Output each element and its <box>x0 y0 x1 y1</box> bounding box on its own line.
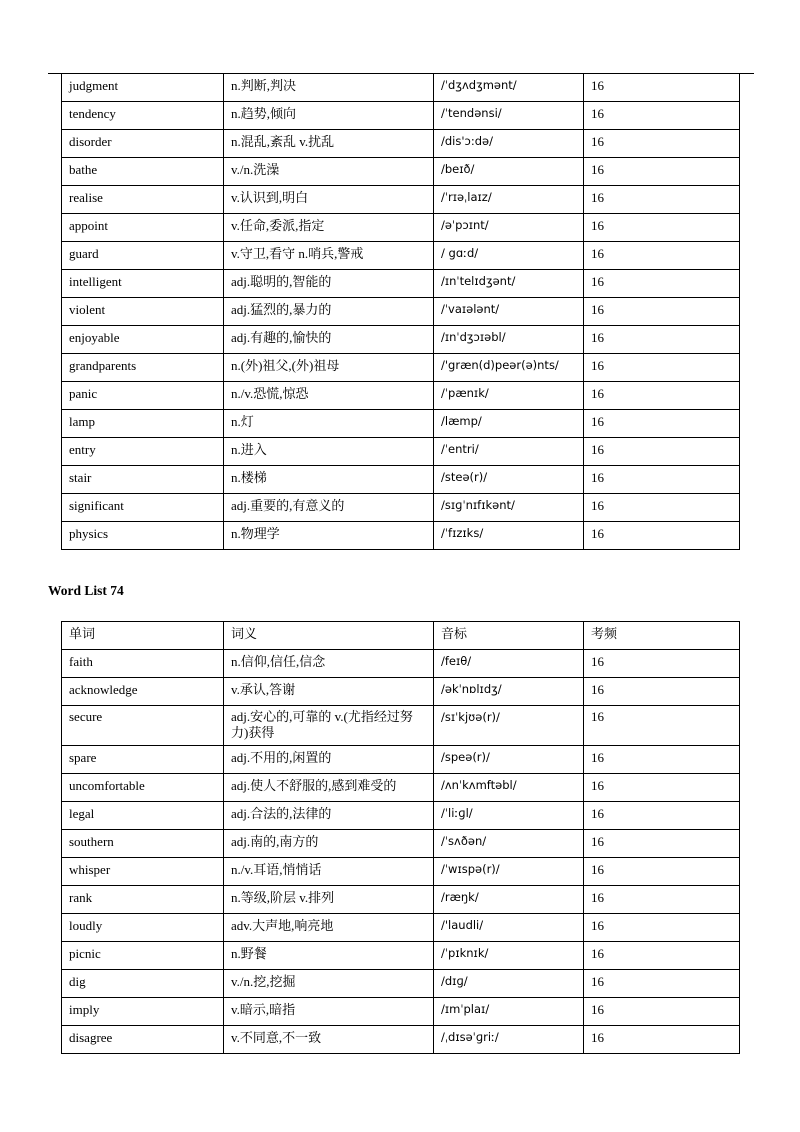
word-cell: entry <box>62 438 224 466</box>
table-row <box>62 186 740 214</box>
word-cell: spare <box>62 746 224 774</box>
phonetic-cell: /ˈdʒʌdʒmənt/ <box>434 74 584 102</box>
header-phonetic: 音标 <box>434 622 584 650</box>
table-row <box>62 802 740 830</box>
meaning-cell: adj.安心的,可靠的 v.(尤指经过努力)获得 <box>224 706 434 746</box>
word-cell: dig <box>62 970 224 998</box>
frequency-cell: 16 <box>584 438 740 466</box>
table-header-row <box>62 622 740 650</box>
meaning-cell: n.进入 <box>224 438 434 466</box>
word-cell: imply <box>62 998 224 1026</box>
frequency-cell: 16 <box>584 914 740 942</box>
table-row <box>62 270 740 298</box>
header-frequency: 考频 <box>584 622 740 650</box>
word-cell: legal <box>62 802 224 830</box>
phonetic-cell: /ˈwɪspə(r)/ <box>434 858 584 886</box>
frequency-cell: 16 <box>584 494 740 522</box>
word-cell: disorder <box>62 130 224 158</box>
meaning-cell: n.混乱,紊乱 v.扰乱 <box>224 130 434 158</box>
table-row <box>62 650 740 678</box>
word-cell: grandparents <box>62 354 224 382</box>
frequency-cell: 16 <box>584 650 740 678</box>
meaning-cell: adj.聪明的,智能的 <box>224 270 434 298</box>
table-row <box>62 522 740 550</box>
word-cell: enjoyable <box>62 326 224 354</box>
phonetic-cell: /ˈsʌðən/ <box>434 830 584 858</box>
phonetic-cell: /dɪɡ/ <box>434 970 584 998</box>
phonetic-cell: /beɪð/ <box>434 158 584 186</box>
meaning-cell: n.等级,阶层 v.排列 <box>224 886 434 914</box>
table-row <box>62 466 740 494</box>
frequency-cell: 16 <box>584 242 740 270</box>
table-row <box>62 998 740 1026</box>
phonetic-cell: /'laudli/ <box>434 914 584 942</box>
table-row <box>62 886 740 914</box>
word-cell: rank <box>62 886 224 914</box>
frequency-cell: 16 <box>584 746 740 774</box>
frequency-cell: 16 <box>584 830 740 858</box>
meaning-cell: v.暗示,暗指 <box>224 998 434 1026</box>
frequency-cell: 16 <box>584 298 740 326</box>
frequency-cell: 16 <box>584 706 740 746</box>
frequency-cell: 16 <box>584 74 740 102</box>
phonetic-cell: /ɪmˈplaɪ/ <box>434 998 584 1026</box>
meaning-cell: n.楼梯 <box>224 466 434 494</box>
word-cell: significant <box>62 494 224 522</box>
meaning-cell: adj.使人不舒服的,感到难受的 <box>224 774 434 802</box>
table-row <box>62 774 740 802</box>
frequency-cell: 16 <box>584 102 740 130</box>
phonetic-cell: /sɪˈkjʊə(r)/ <box>434 706 584 746</box>
frequency-cell: 16 <box>584 942 740 970</box>
meaning-cell: adj.有趣的,愉快的 <box>224 326 434 354</box>
meaning-cell: n.灯 <box>224 410 434 438</box>
phonetic-cell: /ɪnˈdʒɔɪəbl/ <box>434 326 584 354</box>
word-cell: intelligent <box>62 270 224 298</box>
meaning-cell: v.守卫,看守 n.哨兵,警戒 <box>224 242 434 270</box>
frequency-cell: 16 <box>584 774 740 802</box>
word-cell: bathe <box>62 158 224 186</box>
table-row <box>62 706 740 746</box>
phonetic-cell: /ˈrɪəˌlaɪz/ <box>434 186 584 214</box>
word-cell: violent <box>62 298 224 326</box>
frequency-cell: 16 <box>584 970 740 998</box>
table-row <box>62 858 740 886</box>
frequency-cell: 16 <box>584 130 740 158</box>
frequency-cell: 16 <box>584 382 740 410</box>
phonetic-cell: /ˈentri/ <box>434 438 584 466</box>
frequency-cell: 16 <box>584 886 740 914</box>
word-table-continued-body <box>62 74 740 550</box>
meaning-cell: v./n.洗澡 <box>224 158 434 186</box>
meaning-cell: adv.大声地,响亮地 <box>224 914 434 942</box>
meaning-cell: n.野餐 <box>224 942 434 970</box>
phonetic-cell: /dis'ɔ:də/ <box>434 130 584 158</box>
phonetic-cell: /ˈpænɪk/ <box>434 382 584 410</box>
meaning-cell: n.(外)祖父,(外)祖母 <box>224 354 434 382</box>
word-cell: picnic <box>62 942 224 970</box>
phonetic-cell: /ˈtendənsi/ <box>434 102 584 130</box>
table-row <box>62 914 740 942</box>
section-heading-word-list-74: Word List 74 <box>48 583 124 598</box>
frequency-cell: 16 <box>584 802 740 830</box>
phonetic-cell: /ræŋk/ <box>434 886 584 914</box>
word-cell: judgment <box>62 74 224 102</box>
frequency-cell: 16 <box>584 410 740 438</box>
meaning-cell: n./v.耳语,悄悄话 <box>224 858 434 886</box>
word-cell: whisper <box>62 858 224 886</box>
frequency-cell: 16 <box>584 1026 740 1054</box>
word-cell: appoint <box>62 214 224 242</box>
frequency-cell: 16 <box>584 354 740 382</box>
meaning-cell: v.任命,委派,指定 <box>224 214 434 242</box>
phonetic-cell: /ˈpɪknɪk/ <box>434 942 584 970</box>
frequency-cell: 16 <box>584 158 740 186</box>
word-cell: guard <box>62 242 224 270</box>
phonetic-cell: /əkˈnɒlɪdʒ/ <box>434 678 584 706</box>
frequency-cell: 16 <box>584 326 740 354</box>
phonetic-cell: /feɪθ/ <box>434 650 584 678</box>
meaning-cell: adj.猛烈的,暴力的 <box>224 298 434 326</box>
table-row <box>62 1026 740 1054</box>
word-cell: disagree <box>62 1026 224 1054</box>
header-word: 单词 <box>62 622 224 650</box>
table-row <box>62 130 740 158</box>
word-cell: panic <box>62 382 224 410</box>
word-cell: realise <box>62 186 224 214</box>
word-cell: faith <box>62 650 224 678</box>
meaning-cell: n.物理学 <box>224 522 434 550</box>
word-cell: physics <box>62 522 224 550</box>
meaning-cell: adj.南的,南方的 <box>224 830 434 858</box>
table-row <box>62 102 740 130</box>
meaning-cell: adj.合法的,法律的 <box>224 802 434 830</box>
meaning-cell: v.不同意,不一致 <box>224 1026 434 1054</box>
frequency-cell: 16 <box>584 186 740 214</box>
table-row <box>62 942 740 970</box>
meaning-cell: v./n.挖,挖掘 <box>224 970 434 998</box>
phonetic-cell: /sɪɡˈnɪfɪkənt/ <box>434 494 584 522</box>
phonetic-cell: /læmp/ <box>434 410 584 438</box>
word-cell: loudly <box>62 914 224 942</box>
table-row <box>62 970 740 998</box>
table-row <box>62 242 740 270</box>
meaning-cell: n.判断,判决 <box>224 74 434 102</box>
phonetic-cell: /ɪnˈtelɪdʒənt/ <box>434 270 584 298</box>
table-row <box>62 494 740 522</box>
phonetic-cell: /ʌnˈkʌmftəbl/ <box>434 774 584 802</box>
meaning-cell: v.承认,答谢 <box>224 678 434 706</box>
table-row <box>62 326 740 354</box>
table-row <box>62 214 740 242</box>
table-row <box>62 830 740 858</box>
word-cell: acknowledge <box>62 678 224 706</box>
table-row <box>62 410 740 438</box>
table-row <box>62 354 740 382</box>
word-table-74 <box>61 621 740 1054</box>
frequency-cell: 16 <box>584 858 740 886</box>
frequency-cell: 16 <box>584 270 740 298</box>
phonetic-cell: /'græn(d)peər(ə)nts/ <box>434 354 584 382</box>
word-cell: secure <box>62 706 224 746</box>
table-row <box>62 74 740 102</box>
header-meaning: 词义 <box>224 622 434 650</box>
meaning-cell: n./v.恐慌,惊恐 <box>224 382 434 410</box>
meaning-cell: v.认识到,明白 <box>224 186 434 214</box>
meaning-cell: n.趋势,倾向 <box>224 102 434 130</box>
phonetic-cell: /ˈliːɡl/ <box>434 802 584 830</box>
word-cell: uncomfortable <box>62 774 224 802</box>
table-row <box>62 438 740 466</box>
phonetic-cell: /ˈfɪzɪks/ <box>434 522 584 550</box>
frequency-cell: 16 <box>584 466 740 494</box>
phonetic-cell: /speə(r)/ <box>434 746 584 774</box>
word-cell: tendency <box>62 102 224 130</box>
phonetic-cell: / gɑːd/ <box>434 242 584 270</box>
word-table-continued <box>61 73 740 550</box>
meaning-cell: adj.不用的,闲置的 <box>224 746 434 774</box>
word-cell: lamp <box>62 410 224 438</box>
table-row <box>62 678 740 706</box>
phonetic-cell: /steə(r)/ <box>434 466 584 494</box>
table-row <box>62 382 740 410</box>
frequency-cell: 16 <box>584 214 740 242</box>
table-row <box>62 298 740 326</box>
phonetic-cell: /əˈpɔɪnt/ <box>434 214 584 242</box>
phonetic-cell: /ˌdɪsəˈɡriː/ <box>434 1026 584 1054</box>
frequency-cell: 16 <box>584 678 740 706</box>
table-row <box>62 158 740 186</box>
frequency-cell: 16 <box>584 998 740 1026</box>
frequency-cell: 16 <box>584 522 740 550</box>
phonetic-cell: /ˈvaɪələnt/ <box>434 298 584 326</box>
meaning-cell: adj.重要的,有意义的 <box>224 494 434 522</box>
word-cell: southern <box>62 830 224 858</box>
table-row <box>62 746 740 774</box>
word-table-74-body <box>62 650 740 1054</box>
word-cell: stair <box>62 466 224 494</box>
meaning-cell: n.信仰,信任,信念 <box>224 650 434 678</box>
